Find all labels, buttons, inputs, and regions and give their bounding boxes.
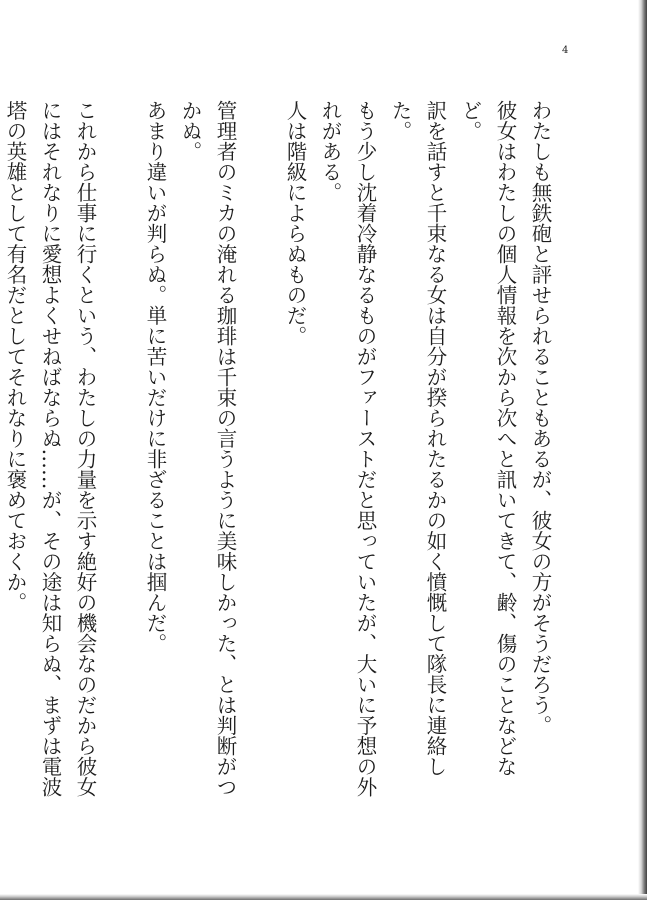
paragraph-4: もう少し沈着冷静なるものがファーストだと思っていたが、大いに予想の外れがある。 [318,100,377,797]
page-number: 4 [562,45,569,56]
paragraph-5: 人は階級によらぬものだ。 [283,100,307,346]
paragraph-8: これから仕事に行くという、わたしの力量を示す絶好の機会なのだから彼女にはそれなりに愛想よくせねばならぬ……が、その途は知らぬ、まずは電波塔の英雄として有名だとしてそれなりに褒めておくか。 [3,100,97,797]
paragraph-3: 訳を話すと千束なる女は自分が揆られたるかの如く憤慨して隊長に連絡した。 [388,100,447,777]
paragraph-6: 管理者のミカの淹れる珈琲は千束の言うように美味しかった、とは判断がつかぬ。 [178,100,237,797]
body-text [0,100,557,810]
paragraph-7: あまり違いが判らぬ。単に苦いだけに非ざることは掴んだ。 [143,100,167,654]
paragraph-gap [242,100,277,810]
page-edge-shadow-right [638,0,647,900]
paragraph-1: わたしも無鉄砲と評せられることもあるが、彼女の方がそうだろう。 [528,100,552,736]
page-edge-shadow-bottom [0,894,647,900]
paragraph-2: 彼女はわたしの個人情報を次から次へと訊いてきて、齢、傷のことなどなど。 [458,100,517,777]
paragraph-gap [102,100,137,810]
